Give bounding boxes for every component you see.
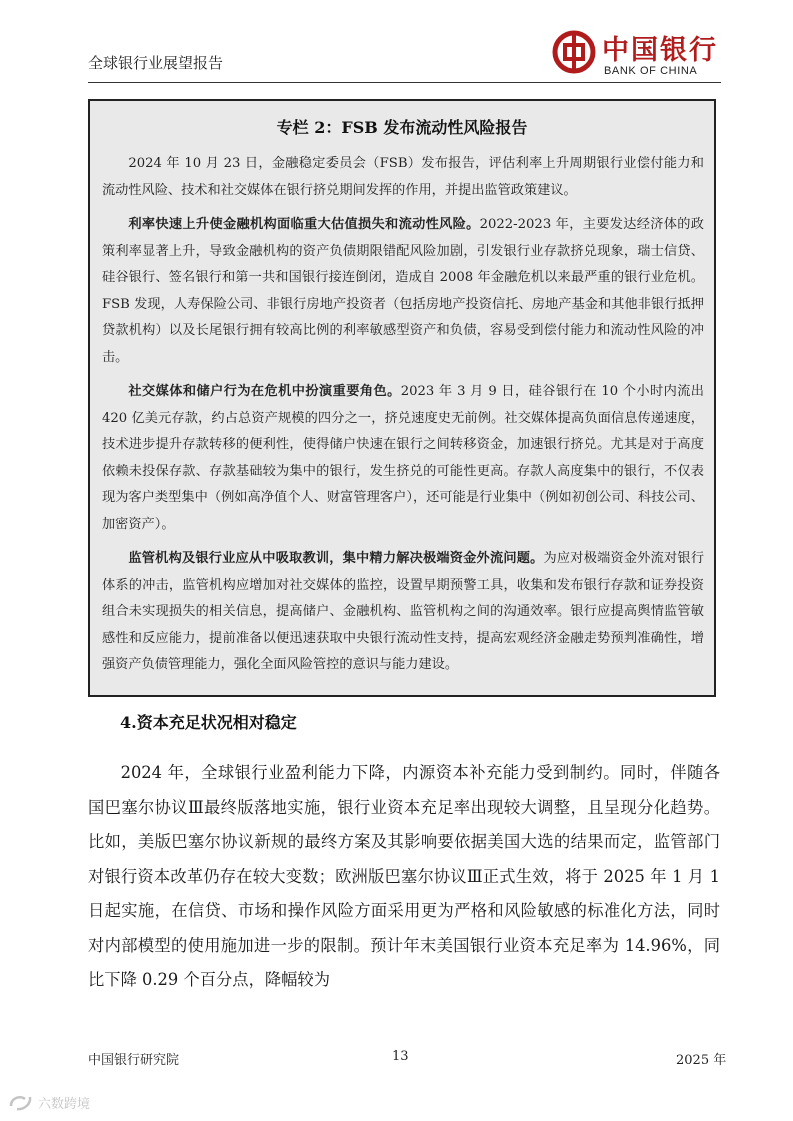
section-paragraph: 2024 年，全球银行业盈利能力下降，内源资本补充能力受到制约。同时，伴随各国巴塞尔协议Ⅲ最终版落地实施，银行业资本充足率出现较大调整，且呈现分化趋势。比如，美版巴塞尔协议新规的最终方案及其影响要依据美国大选的结果而定，监管部门对银行资本改革仍存在较大变数；欧洲版巴塞尔协议Ⅲ正式生效，将于 2025 年 1 月 1 日起实施，在信贷、市场和操作风险方面采用更为严格和风险敏感的标准化方法，同时对内部模型的使用施加进一步的限制。预计年末美国银行业资本充足率为 14.96%，同比下降 0.29 个百分点，降幅较为 <box>88 763 720 989</box>
column-body <box>102 151 704 687</box>
report-title: 全球银行业展望报告 <box>88 54 224 72</box>
section-body <box>88 756 720 998</box>
section-heading: 4.资本充足状况相对稳定 <box>120 713 297 732</box>
watermark-text: 六数跨境 <box>38 1096 91 1111</box>
logo-english-name: BANK OF CHINA <box>604 65 698 77</box>
column-paragraph <box>102 379 704 538</box>
column-paragraph <box>102 546 704 679</box>
column-intro: 2024 年 10 月 23 日，金融稳定委员会（FSB）发布报告，评估利率上升周期银行业偿付能力和流动性风险、技术和社交媒体在银行挤兑期间发挥的作用，并提出监管政策建议。 <box>102 156 704 198</box>
logo-chinese-name: 中国银行 <box>602 35 718 66</box>
bank-logo <box>552 28 722 84</box>
watermark-logo-icon <box>8 1092 34 1112</box>
header-divider <box>88 82 721 83</box>
column-paragraph <box>102 212 704 371</box>
page-number: 13 <box>392 1049 409 1064</box>
paragraph-lead: 社交媒体和储户行为在危机中扮演重要角色。 <box>128 384 401 399</box>
bank-of-china-emblem-icon <box>552 30 596 74</box>
paragraph-lead: 利率快速上升使金融机构面临重大估值损失和流动性风险。 <box>128 217 480 232</box>
footer-year: 2025 年 <box>676 1053 727 1068</box>
paragraph-text: 为应对极端资金外流对银行体系的冲击，监管机构应增加对社交媒体的监控，设置早期预警工具，收集和发布银行存款和证券投资组合未实现损失的相关信息，提高储户、金融机构、监管机构之间的沟通效率。银行应提高舆情监管敏感性和反应能力，提前准备以便迅速获取中央银行流动性支持，提高宏观经济金融走势预判准确性，增强资产负债管理能力，强化全面风险管控的意识与能力建设。 <box>102 551 705 672</box>
column-box <box>88 99 716 697</box>
column-title: 专栏 2：FSB 发布流动性风险报告 <box>276 118 528 137</box>
paragraph-text: 2022-2023 年，主要发达经济体的政策利率显著上升，导致金融机构的资产负债期限错配风险加剧，引发银行业存款挤兑现象，瑞士信贷、硅谷银行、签名银行和第一共和国银行接连倒闭，造成自 2008 年金融危机以来最严重的银行业危机。FSB 发现，人寿保险公司、非银行房地产投资者（包括房地产投资信托、房地产基金和其他非银行抵押贷款机构）以及长尾银行拥有较高比例的利率敏感型资产和负债，容易受到偿付能力和流动性风险的冲击。 <box>102 217 704 365</box>
paragraph-text: 2023 年 3 月 9 日，硅谷银行在 10 个小时内流出 420 亿美元存款，约占总资产规模的四分之一，挤兑速度史无前例。社交媒体提高负面信息传递速度，技术进步提升存款转移的便利性，使得储户快速在银行之间转移资金，加速银行挤兑。尤其是对于高度依赖未投保存款、存款基础较为集中的银行，发生挤兑的可能性更高。存款人高度集中的银行，不仅表现为客户类型集中（例如高净值个人、财富管理客户），还可能是行业集中（例如初创公司、科技公司、加密资产）。 <box>102 384 704 532</box>
watermark <box>8 1090 118 1116</box>
footer-institution: 中国银行研究院 <box>88 1053 180 1068</box>
paragraph-lead: 监管机构及银行业应从中吸取教训，集中精力解决极端资金外流问题。 <box>128 551 544 566</box>
